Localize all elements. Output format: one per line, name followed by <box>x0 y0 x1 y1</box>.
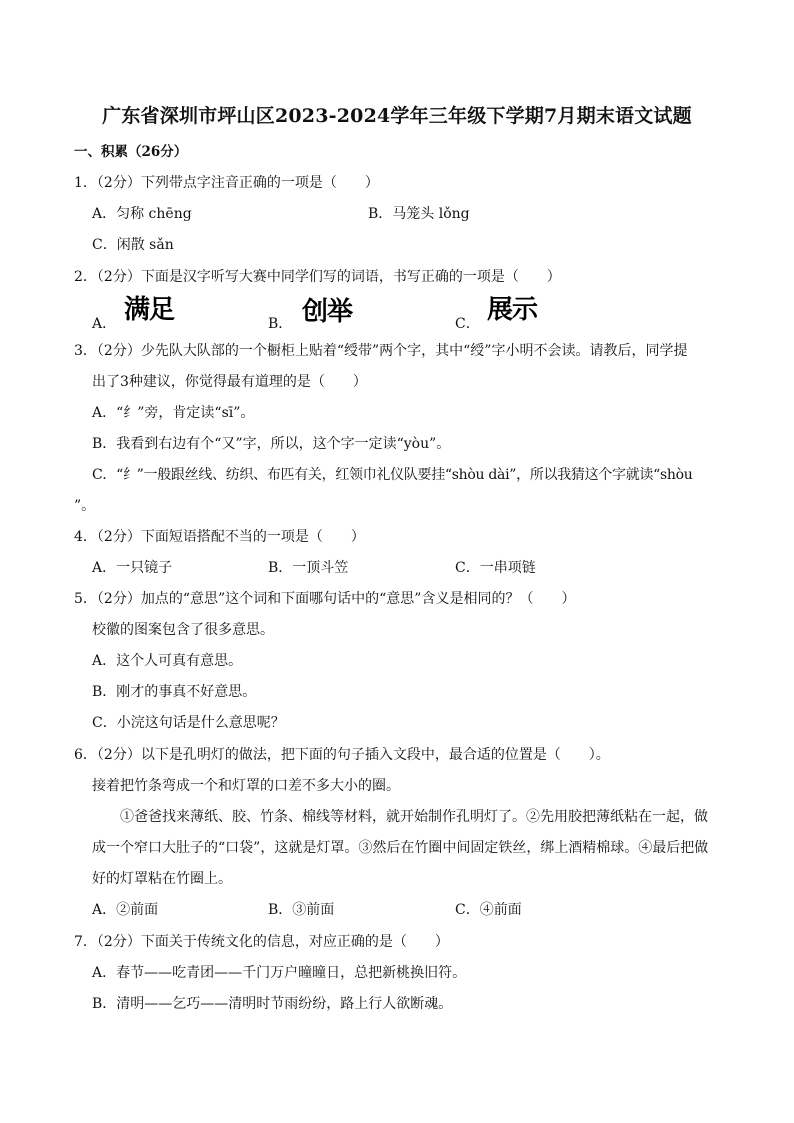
section-heading: 一、积累（26分） <box>74 144 188 160</box>
question-3-option-c-line1: C．“纟”一般跟丝线、纺织、布匹有关，红领巾礼仪队要挂“shòu dài”，所以我猜这个字就读“shòu <box>92 467 693 483</box>
question-3-option-c-line2: ”。 <box>74 498 96 514</box>
question-6-option-a: A．②前面 <box>92 902 159 918</box>
question-6-passage-line3: 好的灯罩粘在竹圈上。 <box>92 871 232 887</box>
question-2-option-a-label: A． <box>92 316 117 332</box>
question-2-option-c-label: C． <box>455 316 480 332</box>
question-3-option-b: B．我看到右边有个“又”字，所以，这个字一定读“yòu”。 <box>92 436 451 452</box>
question-1-stem: 1．（2分）下列带点字注音正确的一项是（ ） <box>74 175 379 191</box>
question-7-option-b: B．清明——乞巧——清明时节雨纷纷，路上行人欲断魂。 <box>92 996 453 1012</box>
question-6-option-b: B．③前面 <box>268 902 335 918</box>
question-7-option-a: A．春节——吃青团——千门万户曈曈日，总把新桃换旧符。 <box>92 965 467 981</box>
page-title: 广东省深圳市坪山区2023-2024学年三年级下学期7月期末语文试题 <box>102 105 692 127</box>
question-4-option-b: B．一顶斗笠 <box>268 560 349 576</box>
question-5-sentence: 校徽的图案包含了很多意思。 <box>92 622 274 638</box>
question-2-stem: 2．（2分）下面是汉字听写大赛中同学们写的词语，书写正确的一项是（ ） <box>74 269 561 285</box>
question-3-option-a: A．“纟”旁，肯定读“sī”。 <box>92 405 255 421</box>
question-5-option-a: A．这个人可真有意思。 <box>92 653 243 669</box>
question-5-option-b: B．刚才的事真不好意思。 <box>92 684 257 700</box>
question-5-stem: 5．（2分）加点的“意思”这个词和下面哪句话中的“意思”含义是相同的？（ ） <box>74 591 576 607</box>
question-6-stem: 6．（2分）以下是孔明灯的做法，把下面的句子插入文段中，最合适的位置是（ ）。 <box>74 747 610 763</box>
question-5-option-c: C．小浣这句话是什么意思呢？ <box>92 715 285 731</box>
question-2-handwriting-b: 创举 <box>302 297 353 327</box>
question-1-option-c: C．闲散 sǎn <box>92 237 174 253</box>
question-2-handwriting-a: 满足 <box>124 295 175 325</box>
question-7-stem: 7．（2分）下面关于传统文化的信息，对应正确的是（ ） <box>74 934 449 950</box>
question-4-option-a: A．一只镜子 <box>92 560 173 576</box>
question-1-option-a: A．匀称 chēng <box>92 206 192 222</box>
question-3-stem-line1: 3．（2分）少先队大队部的一个橱柜上贴着“绶带”两个字，其中“绶”字小明不会读。请教后，同学提 <box>74 343 688 359</box>
question-2-handwriting-c: 展示 <box>487 295 538 325</box>
question-6-passage-line1: ①爸爸找来薄纸、胶、竹条、棉线等材料，就开始制作孔明灯了。②先用胶把薄纸粘在一起，做 <box>120 809 708 825</box>
question-6-option-c: C．④前面 <box>455 902 522 918</box>
question-2-option-b-label: B． <box>268 316 293 332</box>
question-4-option-c: C．一串项链 <box>455 560 536 576</box>
question-6-insert-sentence: 接着把竹条弯成一个和灯罩的口差不多大小的圈。 <box>92 778 400 794</box>
question-1-option-b: B．马笼头 lǒng <box>368 206 470 222</box>
question-4-stem: 4．（2分）下面短语搭配不当的一项是（ ） <box>74 529 365 545</box>
question-6-passage-line2: 成一个窄口大肚子的“口袋”，这就是灯罩。③然后在竹圈中间固定铁丝，绑上酒精棉球。④最后把做 <box>92 840 709 856</box>
question-3-stem-line2: 出了3种建议，你觉得最有道理的是（ ） <box>92 374 367 390</box>
